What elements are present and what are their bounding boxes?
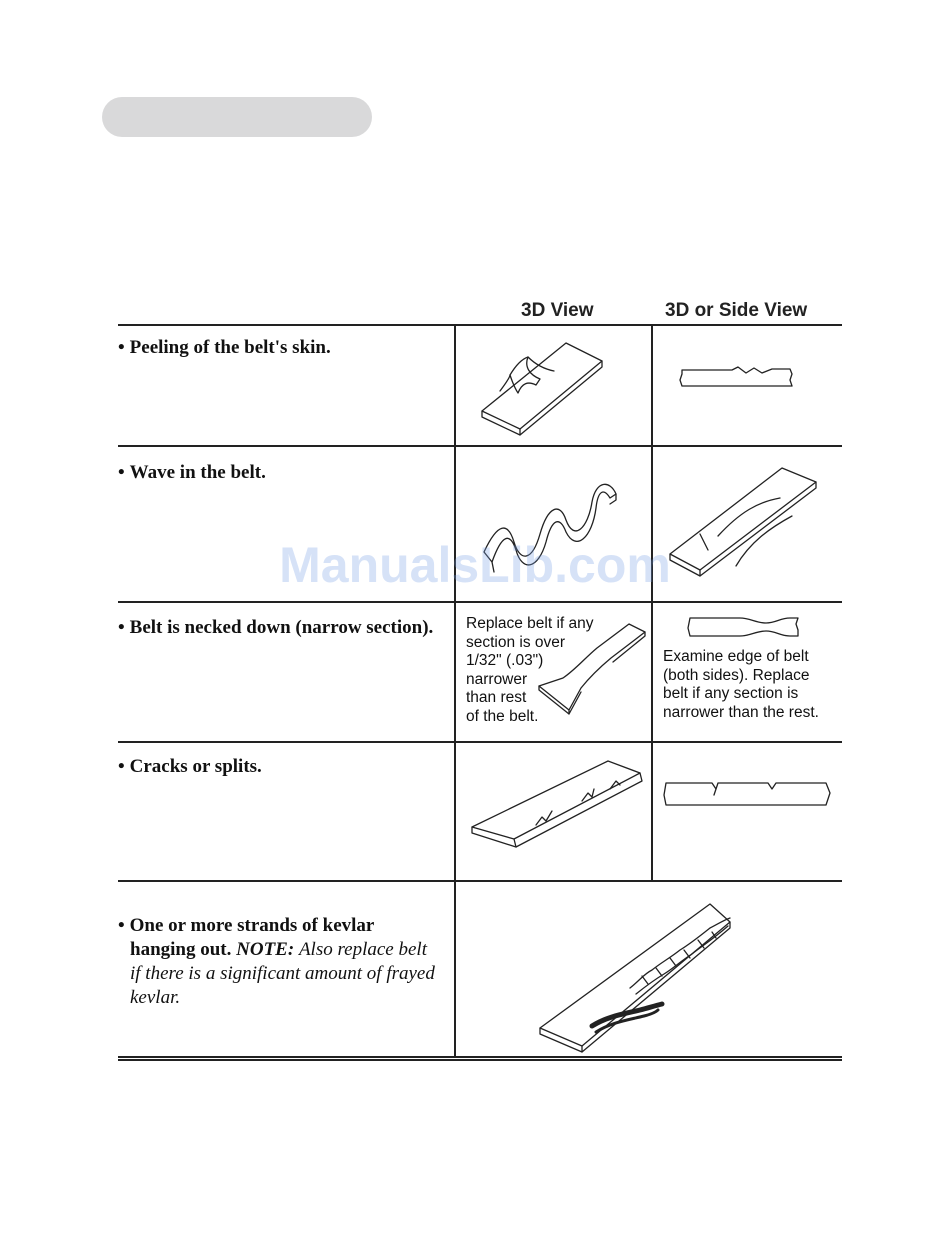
table-rule-bottom-double — [118, 1059, 842, 1061]
necked-3d-instructions: Replace belt if any section is over 1/32" (.03") narrower than rest of the belt. — [466, 615, 594, 725]
peeling-belt-illustration — [470, 335, 630, 435]
table-rule — [118, 741, 842, 743]
frayed-kevlar-illustration — [530, 898, 750, 1058]
table-col-divider — [651, 324, 653, 881]
table-rule — [118, 445, 842, 447]
issue-peeling: • Peeling of the belt's skin. — [118, 337, 331, 358]
cracked-belt-illustration — [466, 755, 646, 855]
necked-belt-illustration — [535, 620, 650, 715]
necked-side-instructions: Examine edge of belt (both sides). Replace belt if any section is narrower than the rest. — [663, 648, 819, 721]
table-rule — [118, 601, 842, 603]
issue-wave: • Wave in the belt. — [118, 462, 266, 483]
issue-cracks-splits: • Cracks or splits. — [118, 756, 262, 777]
issue-necked-down: • Belt is necked down (narrow section). — [118, 617, 434, 638]
table-rule — [118, 880, 842, 882]
watermark-text: ManualsLib.com — [279, 537, 671, 593]
peeling-side-illustration — [672, 360, 802, 400]
header-3d-view: 3D View — [521, 300, 594, 321]
issue-kevlar-strands: • One or more strands of kevlar hanging out. NOTE: Also replace belt if there is a significant amount of frayed kevlar. — [118, 915, 435, 1008]
table-rule-top — [118, 324, 842, 326]
header-side-view: 3D or Side View — [665, 300, 808, 321]
table-col-divider — [454, 324, 456, 1058]
section-title-pill — [102, 97, 372, 137]
cracked-side-illustration — [660, 775, 835, 815]
necked-side-illustration — [680, 612, 810, 642]
